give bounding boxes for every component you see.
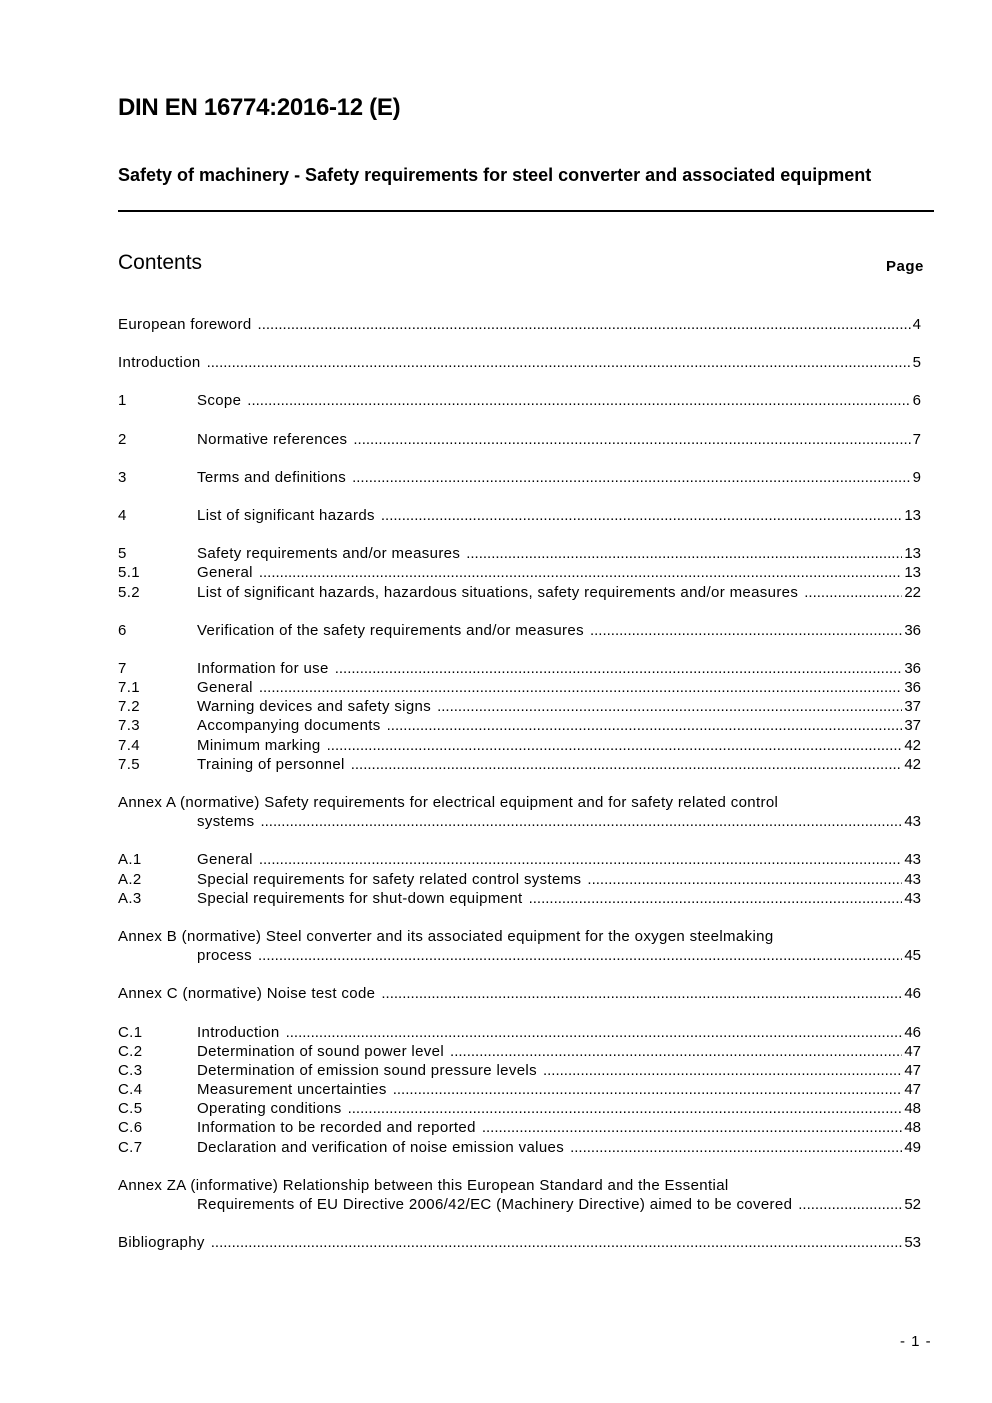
toc-entry-title: Introduction	[118, 354, 201, 372]
toc-dot-leader	[351, 755, 903, 774]
toc-clause-number: C.4	[118, 1081, 143, 1099]
toc-entry-title: Bibliography	[118, 1234, 205, 1252]
toc-page-number: 43	[904, 889, 921, 907]
toc-page-number: 37	[904, 698, 921, 716]
table-of-contents	[118, 315, 921, 1252]
toc-entry-title: Annex ZA (informative) Relationship between this European Standard and the Essential	[118, 1176, 729, 1194]
toc-entry-title: Training of personnel	[197, 755, 345, 773]
toc-clause-number: 1	[118, 392, 127, 410]
toc-entry-title-continued: systems	[197, 813, 255, 831]
toc-entry[interactable]	[118, 1138, 921, 1157]
toc-entry[interactable]	[118, 315, 921, 334]
toc-clause-number: 7.3	[118, 717, 140, 735]
toc-entry[interactable]	[118, 1233, 921, 1252]
toc-page-number: 43	[904, 870, 921, 888]
toc-clause-number: C.7	[118, 1138, 143, 1156]
toc-dot-leader	[207, 353, 911, 372]
toc-entry[interactable]	[118, 793, 921, 831]
toc-page-number: 47	[904, 1042, 921, 1060]
toc-page-number: 46	[904, 1023, 921, 1041]
toc-clause-number: 5	[118, 545, 127, 563]
toc-entry[interactable]	[118, 927, 921, 965]
toc-entry[interactable]	[118, 1042, 921, 1061]
toc-page-number: 36	[904, 621, 921, 639]
toc-page-number: 7	[912, 430, 921, 448]
toc-clause-number: A.1	[118, 851, 142, 869]
toc-dot-leader	[259, 563, 902, 582]
toc-clause-number: 3	[118, 468, 127, 486]
toc-page-number: 52	[904, 1196, 921, 1214]
toc-entry-title: Special requirements for safety related control systems	[197, 870, 582, 888]
toc-entry[interactable]	[118, 870, 921, 889]
toc-dot-leader	[348, 1099, 903, 1118]
toc-dot-leader	[590, 621, 902, 640]
toc-clause-number: C.1	[118, 1023, 143, 1041]
toc-dot-leader	[381, 506, 902, 525]
toc-entry-title: Operating conditions	[197, 1100, 342, 1118]
toc-page-number: 48	[904, 1119, 921, 1137]
toc-entry-title: List of significant hazards, hazardous situations, safety requirements and/or measures	[197, 583, 799, 601]
toc-page-number: 13	[904, 545, 921, 563]
toc-entry-title: General	[197, 851, 253, 869]
toc-clause-number: C.6	[118, 1119, 143, 1137]
toc-page-number: 36	[904, 679, 921, 697]
toc-entry[interactable]	[118, 583, 921, 602]
toc-clause-number: 2	[118, 430, 127, 448]
toc-dot-leader	[798, 1195, 902, 1214]
toc-dot-leader	[381, 984, 902, 1003]
toc-clause-number: 7.5	[118, 755, 140, 773]
toc-clause-number: 6	[118, 621, 127, 639]
toc-page-number: 37	[904, 717, 921, 735]
toc-clause-number: 7.1	[118, 679, 140, 697]
page-column-heading: Page	[886, 258, 924, 275]
toc-entry-title: Introduction	[197, 1023, 280, 1041]
document-title: Safety of machinery - Safety requirements for steel converter and associated equipment	[118, 165, 872, 185]
toc-dot-leader	[450, 1042, 902, 1061]
toc-entry-title-continued: Requirements of EU Directive 2006/42/EC (Machinery Directive) aimed to be covered	[197, 1196, 793, 1214]
toc-clause-number: C.2	[118, 1042, 143, 1060]
toc-page-number: 43	[904, 851, 921, 869]
toc-page-number: 13	[904, 564, 921, 582]
toc-entry[interactable]	[118, 621, 921, 640]
toc-entry-title: Measurement uncertainties	[197, 1081, 387, 1099]
contents-heading: Contents	[118, 251, 203, 274]
toc-entry[interactable]	[118, 1118, 921, 1137]
toc-entry[interactable]	[118, 1061, 921, 1080]
toc-page-number: 9	[912, 468, 921, 486]
toc-page-number: 22	[904, 583, 921, 601]
toc-entry[interactable]	[118, 736, 921, 755]
toc-entry[interactable]	[118, 353, 921, 372]
toc-entry[interactable]	[118, 984, 921, 1003]
toc-entry-title: Accompanying documents	[197, 717, 381, 735]
toc-entry-title: Warning devices and safety signs	[197, 698, 432, 716]
toc-page-number: 5	[912, 354, 921, 372]
toc-dot-leader	[393, 1080, 903, 1099]
toc-page-number: 43	[904, 813, 921, 831]
toc-clause-number: A.2	[118, 870, 142, 888]
toc-entry-title: Determination of sound power level	[197, 1042, 445, 1060]
toc-clause-number: C.5	[118, 1100, 143, 1118]
toc-clause-number: 5.1	[118, 564, 140, 582]
toc-clause-number: 7.2	[118, 698, 140, 716]
toc-entry[interactable]	[118, 716, 921, 735]
toc-dot-leader	[437, 697, 902, 716]
toc-dot-leader	[258, 946, 902, 965]
toc-dot-leader	[482, 1118, 902, 1137]
toc-dot-leader	[587, 870, 902, 889]
toc-entry[interactable]	[118, 678, 921, 697]
toc-dot-leader	[353, 430, 910, 449]
toc-dot-leader	[258, 315, 911, 334]
toc-entry-title: Safety requirements and/or measures	[197, 545, 461, 563]
toc-dot-leader	[387, 716, 903, 735]
toc-clause-number: C.3	[118, 1061, 143, 1079]
toc-clause-number: 7	[118, 659, 127, 677]
toc-entry-title: Annex A (normative) Safety requirements for electrical equipment and for safety related control	[118, 794, 779, 811]
toc-page-number: 46	[904, 985, 921, 1003]
toc-clause-number: A.3	[118, 889, 142, 907]
toc-page-number: 47	[904, 1081, 921, 1099]
toc-entry-title: Annex C (normative) Noise test code	[118, 985, 376, 1003]
toc-entry[interactable]	[118, 430, 921, 449]
toc-dot-leader	[211, 1233, 903, 1252]
toc-page-number: 4	[912, 316, 921, 333]
toc-entry-title: Terms and definitions	[197, 468, 347, 486]
toc-dot-leader	[259, 678, 902, 697]
document-id: DIN EN 16774:2016-12 (E)	[118, 94, 401, 121]
toc-page-number: 53	[904, 1234, 921, 1252]
toc-entry[interactable]	[118, 889, 921, 908]
toc-dot-leader	[335, 659, 903, 678]
toc-entry[interactable]	[118, 755, 921, 774]
toc-entry-title-continued: process	[197, 947, 252, 965]
toc-page-number: 6	[912, 392, 921, 410]
toc-dot-leader	[543, 1061, 902, 1080]
toc-dot-leader	[286, 1023, 903, 1042]
toc-dot-leader	[570, 1138, 902, 1157]
toc-entry[interactable]	[118, 659, 921, 678]
toc-entry[interactable]	[118, 850, 921, 869]
toc-entry-title: General	[197, 564, 253, 582]
toc-page-number: 42	[904, 755, 921, 773]
toc-entry[interactable]	[118, 506, 921, 525]
toc-dot-leader	[260, 812, 902, 831]
toc-page-number: 45	[904, 947, 921, 965]
toc-dot-leader	[466, 544, 902, 563]
toc-clause-number: 5.2	[118, 583, 140, 601]
toc-entry[interactable]	[118, 1023, 921, 1042]
toc-entry-title: Normative references	[197, 430, 348, 448]
toc-page-number: 49	[904, 1138, 921, 1156]
toc-entry[interactable]	[118, 1080, 921, 1099]
title-rule	[118, 210, 934, 212]
toc-entry[interactable]	[118, 544, 921, 563]
toc-dot-leader	[259, 850, 902, 869]
toc-entry-title: Information to be recorded and reported	[197, 1119, 476, 1137]
toc-entry-title: Annex B (normative) Steel converter and its associated equipment for the oxygen steelmaking	[118, 927, 774, 945]
toc-entry[interactable]	[118, 468, 921, 487]
toc-dot-leader	[352, 468, 911, 487]
toc-entry-title: General	[197, 679, 253, 697]
toc-entry-title: Declaration and verification of noise emission values	[197, 1138, 565, 1156]
toc-entry[interactable]	[118, 697, 921, 716]
toc-dot-leader	[327, 736, 903, 755]
toc-dot-leader	[804, 583, 902, 602]
toc-page-number: 48	[904, 1100, 921, 1118]
toc-page-number: 13	[904, 506, 921, 524]
toc-clause-number: 4	[118, 506, 127, 524]
toc-entry-title: Minimum marking	[197, 736, 321, 754]
toc-dot-leader	[247, 391, 910, 410]
page-number: - 1 -	[900, 1333, 932, 1350]
toc-page-number: 36	[904, 659, 921, 677]
toc-entry-title: Determination of emission sound pressure levels	[197, 1061, 537, 1079]
toc-entry[interactable]	[118, 1176, 921, 1214]
toc-entry-title: Verification of the safety requirements and/or measures	[197, 621, 584, 639]
toc-entry-title: European foreword	[118, 316, 252, 333]
toc-entry-title: List of significant hazards	[197, 506, 375, 524]
toc-entry[interactable]	[118, 1099, 921, 1118]
toc-page-number: 42	[904, 736, 921, 754]
toc-entry[interactable]	[118, 391, 921, 410]
toc-entry-title: Special requirements for shut-down equipment	[197, 889, 523, 907]
toc-clause-number: 7.4	[118, 736, 140, 754]
toc-entry-title: Scope	[197, 392, 242, 410]
toc-page-number: 47	[904, 1061, 921, 1079]
toc-dot-leader	[529, 889, 903, 908]
toc-entry-title: Information for use	[197, 659, 329, 677]
toc-entry[interactable]	[118, 563, 921, 582]
